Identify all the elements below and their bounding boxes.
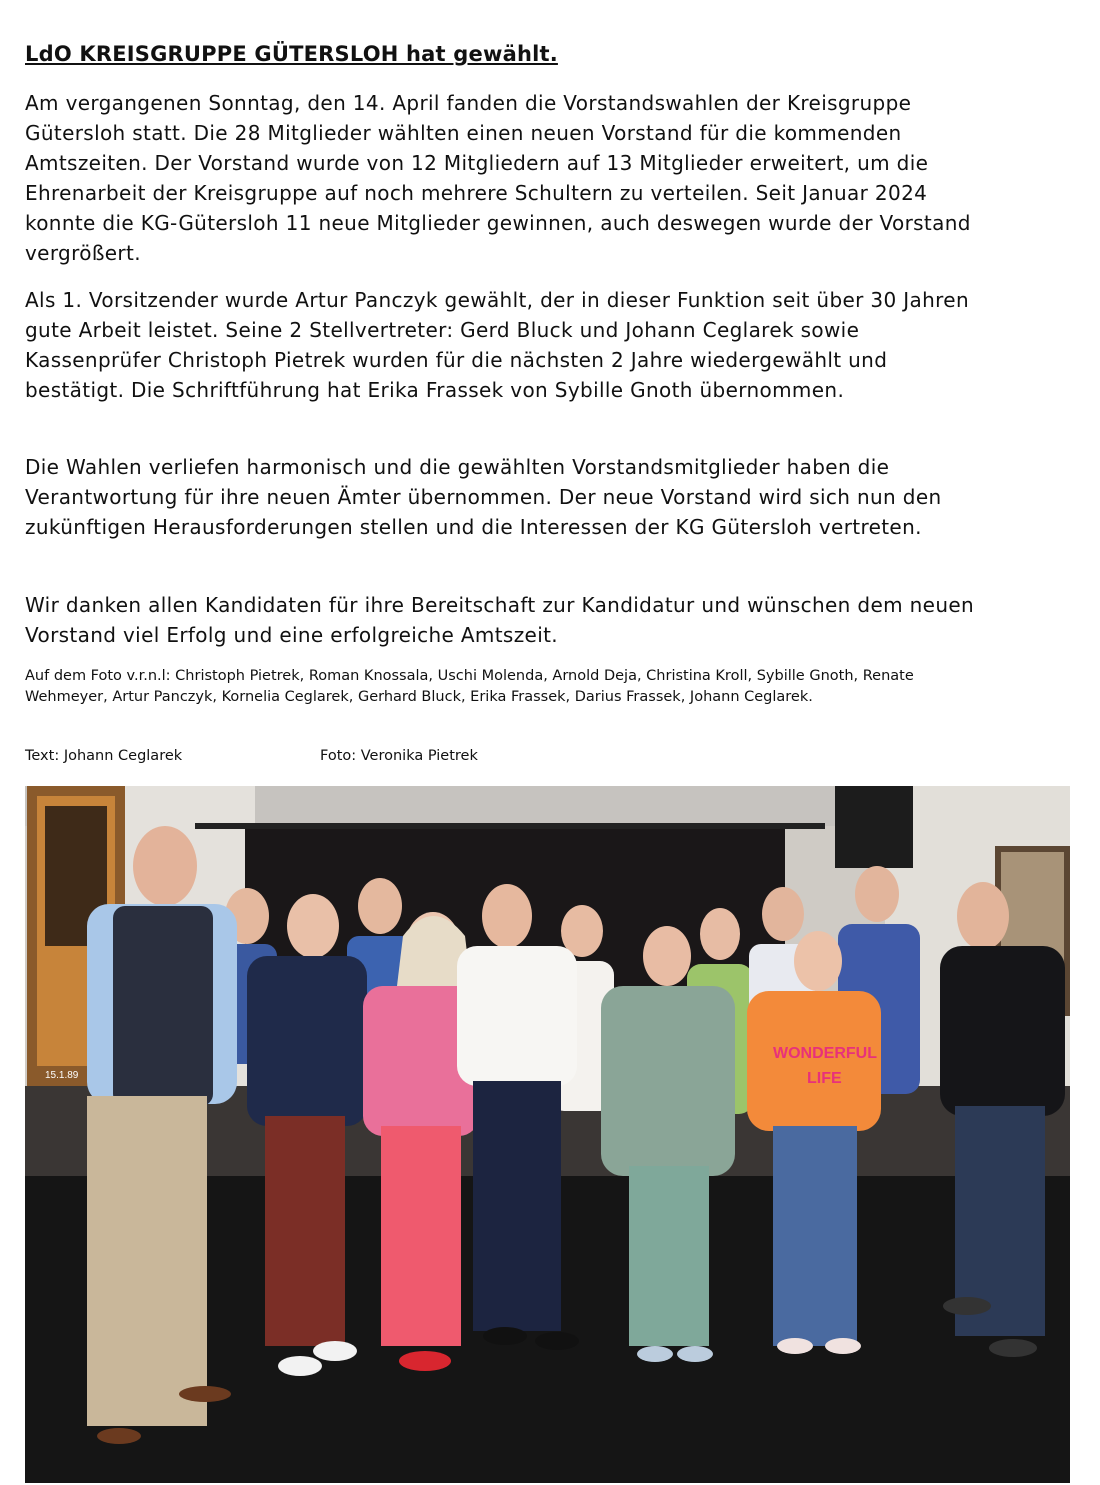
shirt-text-line1: WONDERFUL: [773, 1045, 877, 1062]
paragraph-board-members: Als 1. Vorsitzender wurde Artur Panczyk gewählt, der in dieser Funktion seit über 30 Jahren gute Arbeit leistet. Seine 2 Stellvertreter: Gerd Bluck und Johann Ceglarek sowie Kassenprüfer Christoph Pietrek wurden für die nächsten 2 Jahre wiedergewählt und bestätigt. Die Schriftführung hat Erika Frassek von Sybille Gnoth übernommen.: [25, 288, 969, 402]
article-title: LdO KREISGRUPPE GÜTERSLOH hat gewählt.: [25, 42, 558, 66]
paragraph-thanks: Wir danken allen Kandidaten für ihre Bereitschaft zur Kandidatur und wünschen dem neuen Vorstand viel Erfolg und eine erfolgreiche Amtszeit.: [25, 593, 975, 647]
person-man-white-shirt: [457, 884, 579, 1350]
group-photo: [25, 786, 1070, 1483]
speaker-box: [835, 786, 913, 868]
photo-caption: Auf dem Foto v.r.n.l: Christoph Pietrek, Roman Knossala, Uschi Molenda, Arnold Deja, Christina Kroll, Sybille Gnoth, Renate Wehmeyer, Artur Panczyk, Kornelia Ceglarek, Gerhard Bluck, Erika Frassek, Darius Frassek, Johann Ceglarek.: [25, 668, 914, 705]
photo-credit: Foto: Veronika Pietrek: [320, 748, 478, 764]
text-credit: Text: Johann Ceglarek: [25, 748, 183, 764]
paragraph-harmonious-elections: Die Wahlen verliefen harmonisch und die gewählten Vorstandsmitglieder haben die Verantwortung für ihre neuen Ämter übernommen. Der neue Vorstand wird sich nun den zukünftigen Herausforderungen stellen und die Interessen der KG Gütersloh vertreten.: [25, 455, 942, 539]
poster-text: 15.1.89: [45, 1070, 79, 1081]
paragraph-election-intro: Am vergangenen Sonntag, den 14. April fanden die Vorstandswahlen der Kreisgruppe Gütersloh statt. Die 28 Mitglieder wählten einen neuen Vorstand für die kommenden Amtszeiten. Der Vorstand wurde von 12 Mitgliedern auf 13 Mitglieder erweitert, um die Ehrenarbeit der Kreisgruppe auf noch mehrere Schultern zu verteilen. Seit Januar 2024 konnte die KG-Gütersloh 11 neue Mitglieder gewinnen, auch deswegen wurde der Vorstand vergrößert.: [25, 91, 971, 265]
shirt-text-line2: LIFE: [807, 1070, 842, 1087]
